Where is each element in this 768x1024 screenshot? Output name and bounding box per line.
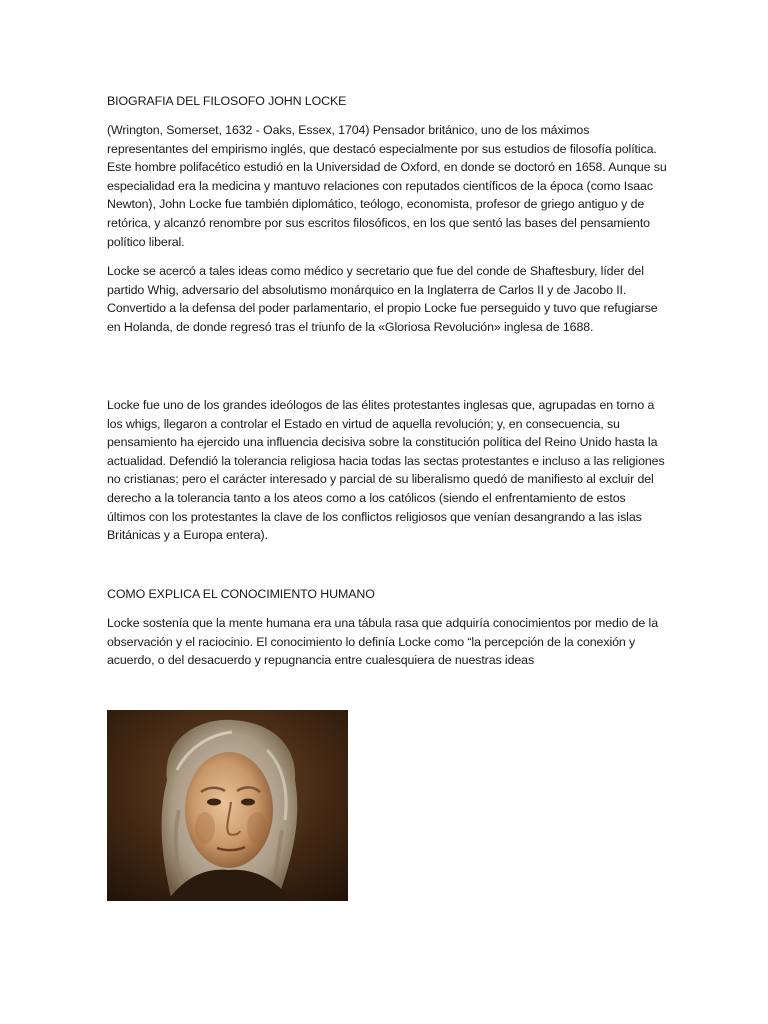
john-locke-portrait (107, 710, 348, 901)
knowledge-paragraph: Locke sostenía que la mente humana era una tábula rasa que adquiría conocimientos por medio de la observación y el raciocinio. El conocimiento lo definía Locke como “la percepción de la conexión y acuerdo, o del desacuerdo y repugnancia entre cualesquiera de nuestras ideas (107, 616, 658, 668)
biography-paragraph-2: Locke se acercó a tales ideas como médico y secretario que fue del conde de Shaftesbury, líder del partido Whig, adversario del absolutismo monárquico en la Inglaterra de Carlos II y de Jacobo II. Convertido a la defensa del poder parlamentario, el propio Locke fue perseguido y tuvo que refugiarse en Holanda, de donde regresó tras el triunfo de la «Gloriosa Revolución» inglesa de 1688. (107, 264, 658, 334)
biography-paragraph-3: Locke fue uno de los grandes ideólogos de las élites protestantes inglesas que, agrupadas en torno a los whigs, llegaron a controlar el Estado en virtud de aquella revolución; y, en consecuencia, su pensamiento ha ejercido una influencia decisiva sobre la constitución política del Reino Unido hasta la actualidad. Defendió la tolerancia religiosa hacia todas las sectas protestantes e incluso a las religiones no cristianas; pero el carácter interesado y parcial de su liberalismo quedó de manifiesto al excluir del derecho a la tolerancia tanto a los ateos como a los católicos (siendo el enfrentamiento de estos últimos con los protestantes la clave de los conflictos religiosos que venían desangrando a las islas Británicas y a Europa entera). (107, 398, 665, 543)
knowledge-heading: COMO EXPLICA EL CONOCIMIENTO HUMANO (107, 587, 375, 601)
biography-paragraph-1: (Wrington, Somerset, 1632 - Oaks, Essex, 1704) Pensador británico, uno de los máximos representantes del empirismo inglés, que destacó especialmente por sus estudios de filosofía política. Este hombre polifacético estudió en la Universidad de Oxford, en donde se doctoró en 1658. Aunque su especialidad era la medicina y mantuvo relaciones con reputados científicos de la época (como Isaac Newton), John Locke fue también diplomático, teólogo, economista, profesor de griego antiguo y de retórica, y alcanzó renombre por sus escritos filosóficos, en los que sentó las bases del pensamiento político liberal. (107, 123, 667, 249)
biography-heading: BIOGRAFIA DEL FILOSOFO JOHN LOCKE (107, 94, 347, 108)
portrait-painting (107, 710, 348, 901)
